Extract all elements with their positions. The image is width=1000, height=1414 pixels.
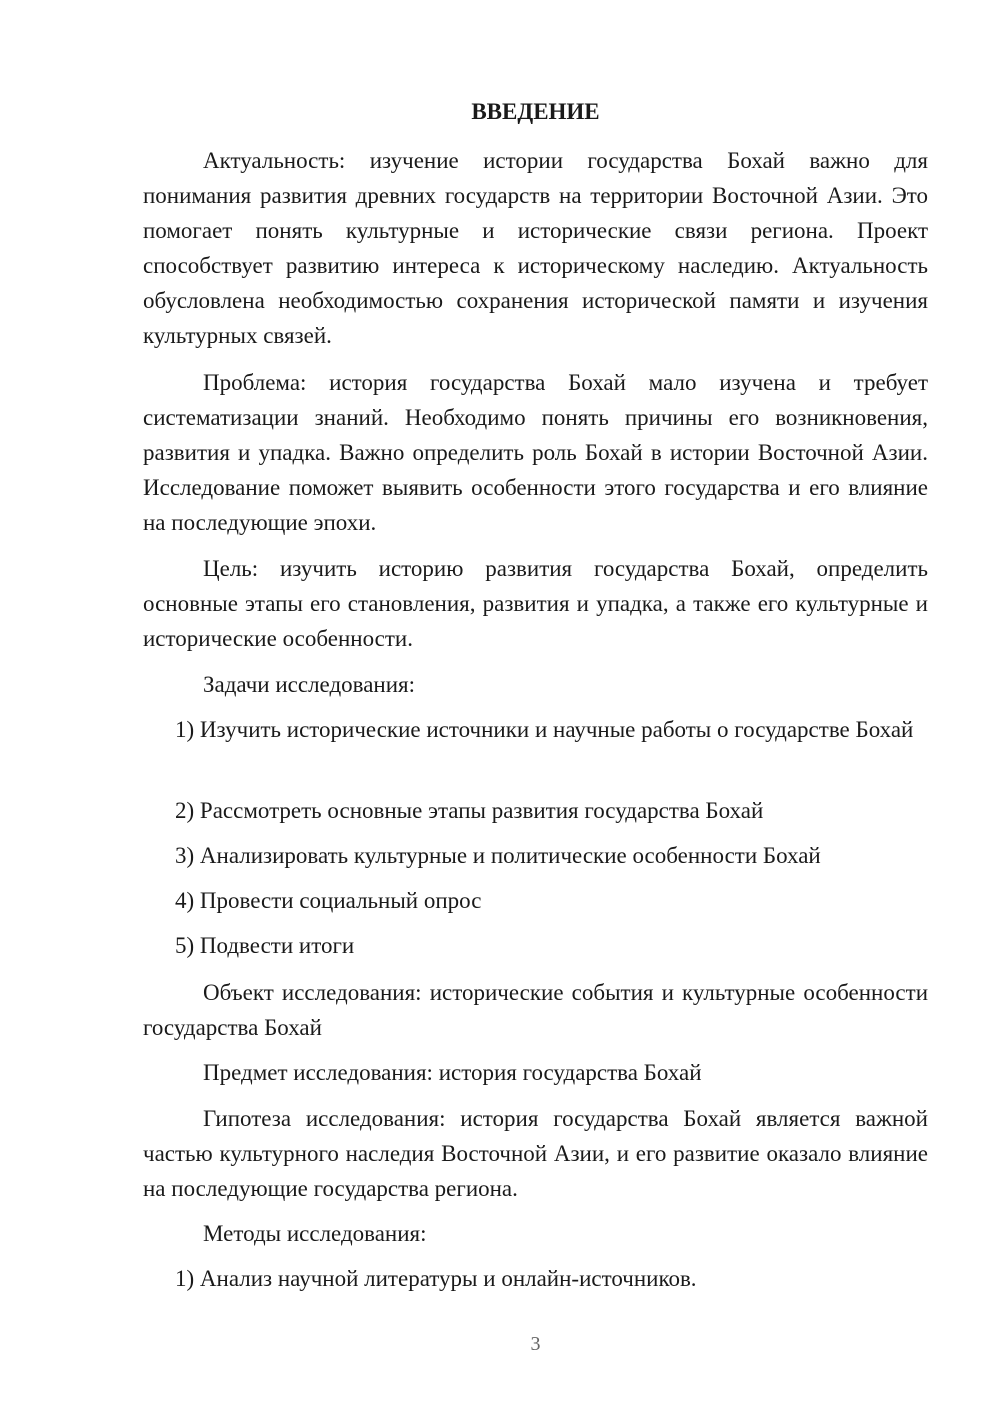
list-item-task-2: 2) Рассмотреть основные этапы развития государства Бохай [175, 798, 764, 823]
list-item-task-5: 5) Подвести итоги [175, 933, 355, 958]
paragraph-subject: Предмет исследования: история государства Бохай [203, 1060, 702, 1085]
list-item-task-4: 4) Провести социальный опрос [175, 888, 482, 913]
section-heading: ВВЕДЕНИЕ [471, 99, 600, 124]
paragraph-hypothesis: Гипотеза исследования: история государства Бохай является важной частью культурного наследия Восточной Азии, и его развитие оказало влияние на последующие государства региона. [143, 1106, 928, 1201]
document-page [143, 0, 928, 1414]
paragraph-methods-heading: Методы исследования: [203, 1221, 427, 1246]
paragraph-relevance: Актуальность: изучение истории государства Бохай важно для понимания развития древних государств на территории Восточной Азии. Это помогает понять культурные и исторические связи региона. Проект способствует развитию интереса к историческому наследию. Актуальность обусловлена необходимостью сохранения исторической памяти и изучения культурных связей. [143, 148, 928, 348]
list-item-task-3: 3) Анализировать культурные и политические особенности Бохай [175, 843, 821, 868]
paragraph-object: Объект исследования: исторические события и культурные особенности государства Бохай [143, 980, 928, 1040]
paragraph-tasks-heading: Задачи исследования: [203, 672, 416, 697]
page-number: 3 [530, 1333, 541, 1355]
list-item-method-1: 1) Анализ научной литературы и онлайн-источников. [175, 1266, 697, 1291]
paragraph-problem: Проблема: история государства Бохай мало изучена и требует систематизации знаний. Необходимо понять причины его возникновения, развития и упадка. Важно определить роль Бохай в истории Восточной Азии. Исследование поможет выявить особенности этого государства и его влияние на последующие эпохи. [143, 370, 928, 535]
paragraph-goal: Цель: изучить историю развития государства Бохай, определить основные этапы его становления, развития и упадка, а также его культурные и исторические особенности. [143, 556, 928, 651]
list-item-task-1: 1) Изучить исторические источники и научные работы о государстве Бохай [175, 717, 914, 742]
